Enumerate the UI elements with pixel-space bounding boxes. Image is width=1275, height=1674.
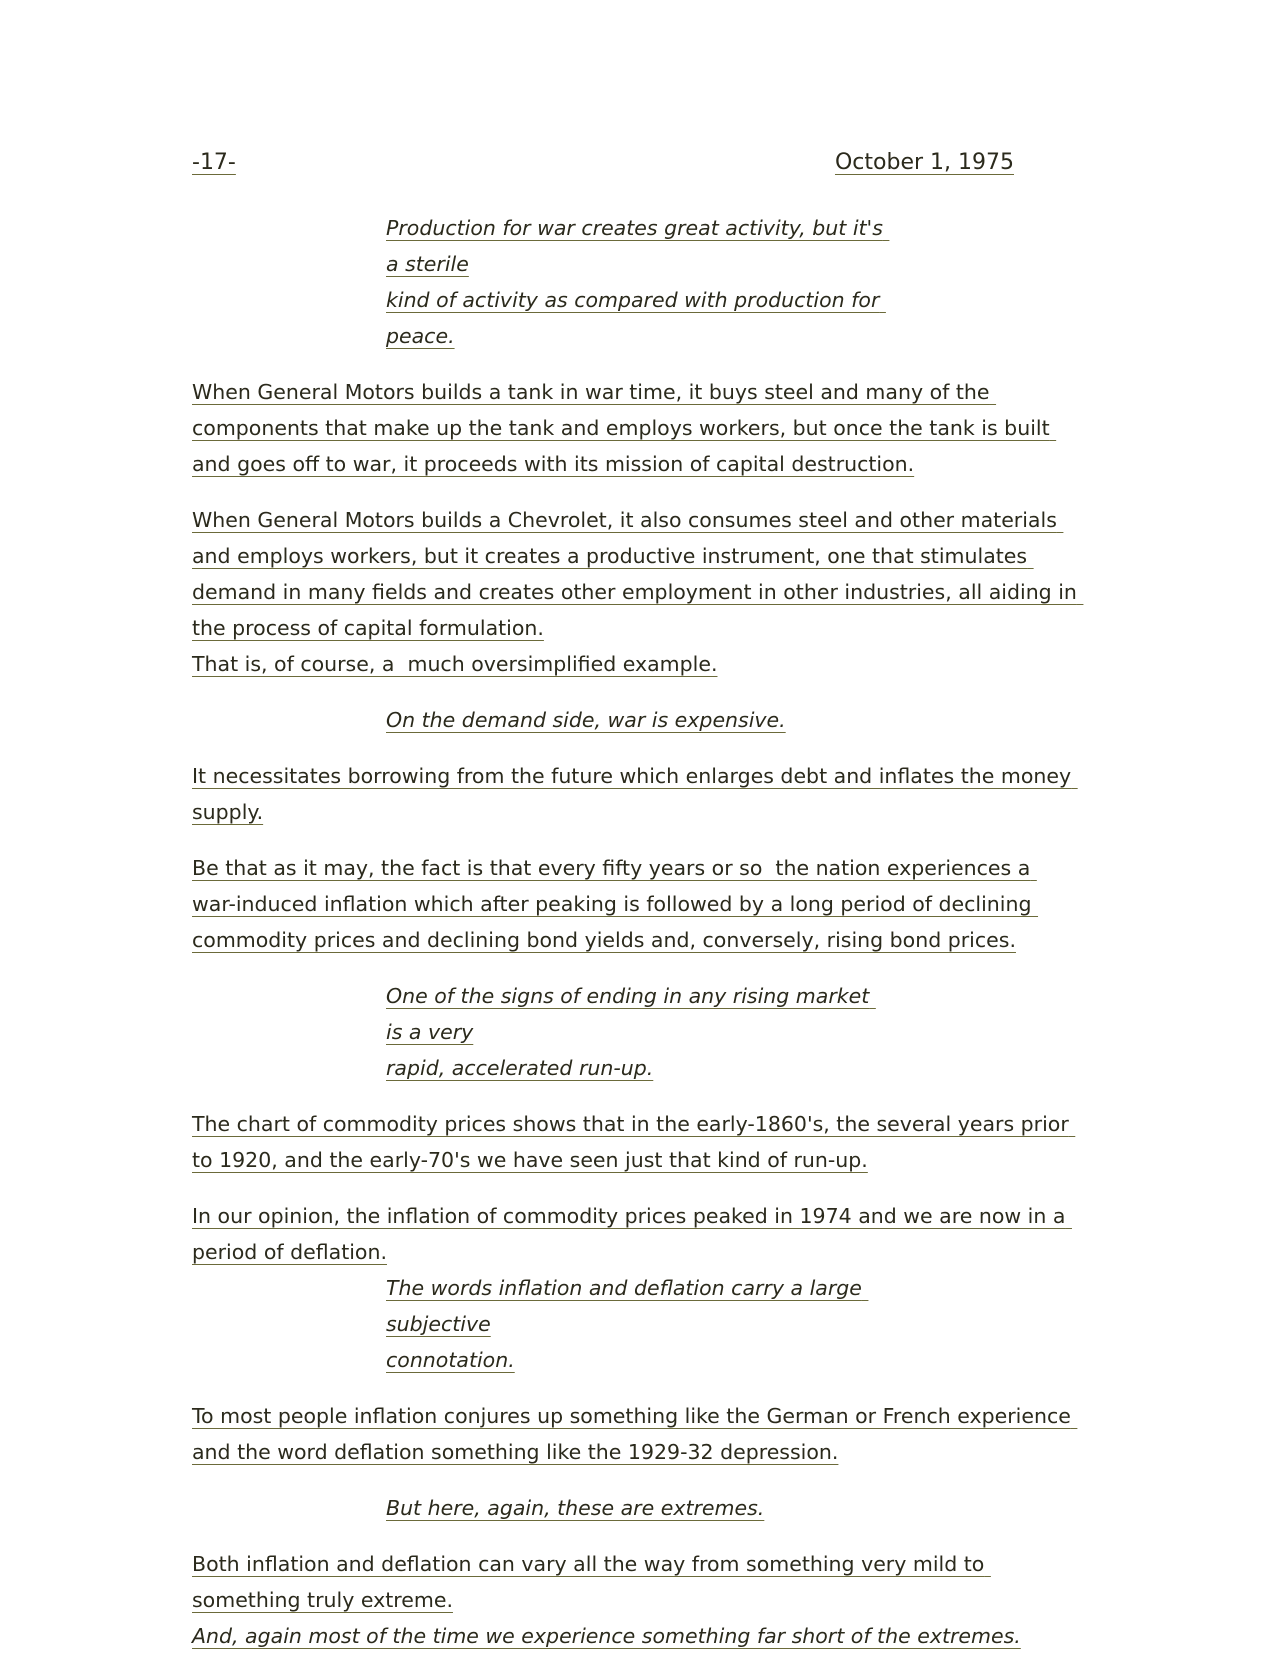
body-paragraph: When General Motors builds a Chevrolet, it also consumes steel and other materials and employs workers, but it creates a productive instrument, one that stimulates demand in many fields and creates other employment in other industries, all aiding in the process of capital formulation. [192, 508, 1084, 640]
page-number: -17- [192, 150, 236, 175]
quote-paragraph: The words inflation and deflation carry a large subjective connotation. [386, 1276, 862, 1372]
page-header [192, 150, 1022, 186]
body-paragraph: The chart of commodity prices shows that in the early-1860's, the several years prior to 1920, and the early-70's we have seen just that kind of run-up. [192, 1112, 1076, 1172]
quote-paragraph: One of the signs of ending in any rising market is a very rapid, accelerated run-up. [386, 984, 870, 1080]
body-paragraph: That is, of course, a much oversimplified example. [192, 652, 718, 676]
body-paragraph: Be that as it may, the fact is that every fifty years or so the nation experiences a war-induced inflation which after peaking is followed by a long period of declining commodity prices and declining bond yields and, conversely, rising bond prices. [192, 856, 1039, 952]
closing-paragraph: And, again most of the time we experience something far short of the extremes. [192, 1624, 1021, 1648]
document-body [192, 210, 1084, 1674]
quote-paragraph: Production for war creates great activity, but it's a sterile kind of activity as compared with production for peace. [386, 216, 883, 348]
body-paragraph: When General Motors builds a tank in war time, it buys steel and many of the components that make up the tank and employs workers, but once the tank is built and goes off to war, it proceeds with its mission of capital destruction. [192, 380, 1057, 476]
quote-paragraph: On the demand side, war is expensive. [386, 708, 786, 732]
body-paragraph: In our opinion, the inflation of commodity prices peaked in 1974 and we are now in a period of deflation. [192, 1204, 1072, 1264]
document-date: October 1, 1975 [834, 150, 1014, 175]
body-paragraph: It necessitates borrowing from the future which enlarges debt and inflates the money supply. [192, 764, 1078, 824]
body-paragraph: Both inflation and deflation can vary all the way from something very mild to something truly extreme. [192, 1552, 991, 1612]
quote-paragraph: But here, again, these are extremes. [386, 1496, 765, 1520]
body-paragraph: To most people inflation conjures up something like the German or French experience and the word deflation something like the 1929-32 depression. [192, 1404, 1078, 1464]
